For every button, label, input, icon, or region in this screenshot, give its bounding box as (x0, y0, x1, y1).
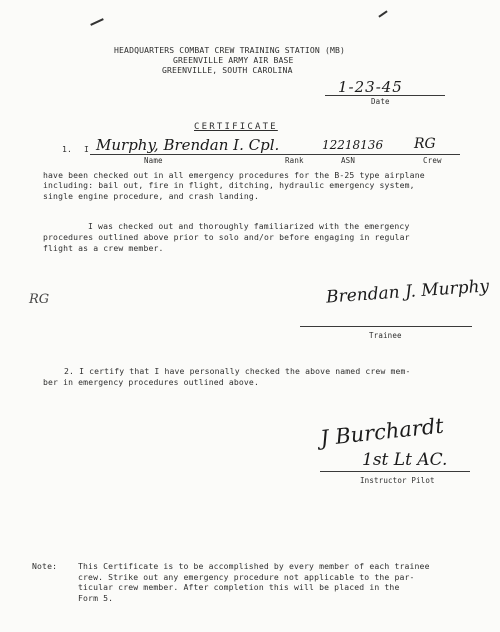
date-line (325, 95, 445, 96)
label-rank: Rank (285, 156, 304, 165)
para1-line-2: including: bail out, fire in flight, ditching, hydraulic emergency system, (43, 180, 415, 190)
name-line (90, 154, 460, 155)
certificate-title: CERTIFICATE (194, 122, 278, 132)
para2-line-1: I was checked out and thoroughly familiarized with the emergency (88, 221, 410, 231)
section2-line-1: 2. I certify that I have personally checked the above named crew mem- (64, 366, 411, 376)
date-value: 1-23-45 (338, 78, 403, 96)
note-line-1: This Certificate is to be accomplished by every member of each trainee (78, 561, 430, 571)
note-label: Note: (32, 561, 58, 571)
header-line-3: GREENVILLE, SOUTH CAROLINA (162, 65, 293, 75)
trainee-signature-line (300, 326, 472, 327)
label-crew: Crew (423, 156, 442, 165)
header-line-1: HEADQUARTERS COMBAT CREW TRAINING STATION (MB) (114, 45, 346, 55)
note-line-3: ticular crew member. After completion this will be placed in the (78, 582, 400, 592)
label-name: Name (144, 156, 163, 165)
section1-number: 1. (62, 144, 73, 154)
date-label: Date (371, 97, 390, 106)
trainee-signature: Brendan J. Murphy (325, 276, 490, 308)
header-line-2: GREENVILLE ARMY AIR BASE (173, 55, 294, 65)
top-pen-mark-right (378, 10, 387, 17)
note-line-4: Form 5. (78, 593, 114, 603)
section1-prefix: I (84, 144, 90, 154)
para1-line-3: single engine procedure, and crash landing. (43, 191, 259, 201)
trainee-asn-handwritten: 12218136 (322, 138, 384, 152)
instructor-label: Instructor Pilot (360, 476, 435, 485)
margin-initials: RG (29, 292, 50, 307)
label-asn: ASN (341, 156, 355, 165)
instructor-rank-handwritten: 1st Lt AC. (362, 450, 448, 470)
instructor-signature-line (320, 471, 470, 472)
para2-line-3: flight as a crew member. (43, 243, 164, 253)
section2-line-2: ber in emergency procedures outlined above. (43, 377, 259, 387)
top-pen-mark (90, 18, 104, 26)
trainee-label: Trainee (369, 331, 402, 340)
trainee-crew-handwritten: RG (414, 136, 436, 152)
para1-line-1: have been checked out in all emergency procedures for the B-25 type airplane (43, 170, 425, 180)
instructor-signature: J Burchardt (319, 413, 445, 451)
trainee-name-handwritten: Murphy, Brendan I. Cpl. (96, 136, 280, 154)
para2-line-2: procedures outlined above prior to solo and/or before engaging in regular (43, 232, 410, 242)
note-line-2: crew. Strike out any emergency procedure not applicable to the par- (78, 572, 415, 582)
